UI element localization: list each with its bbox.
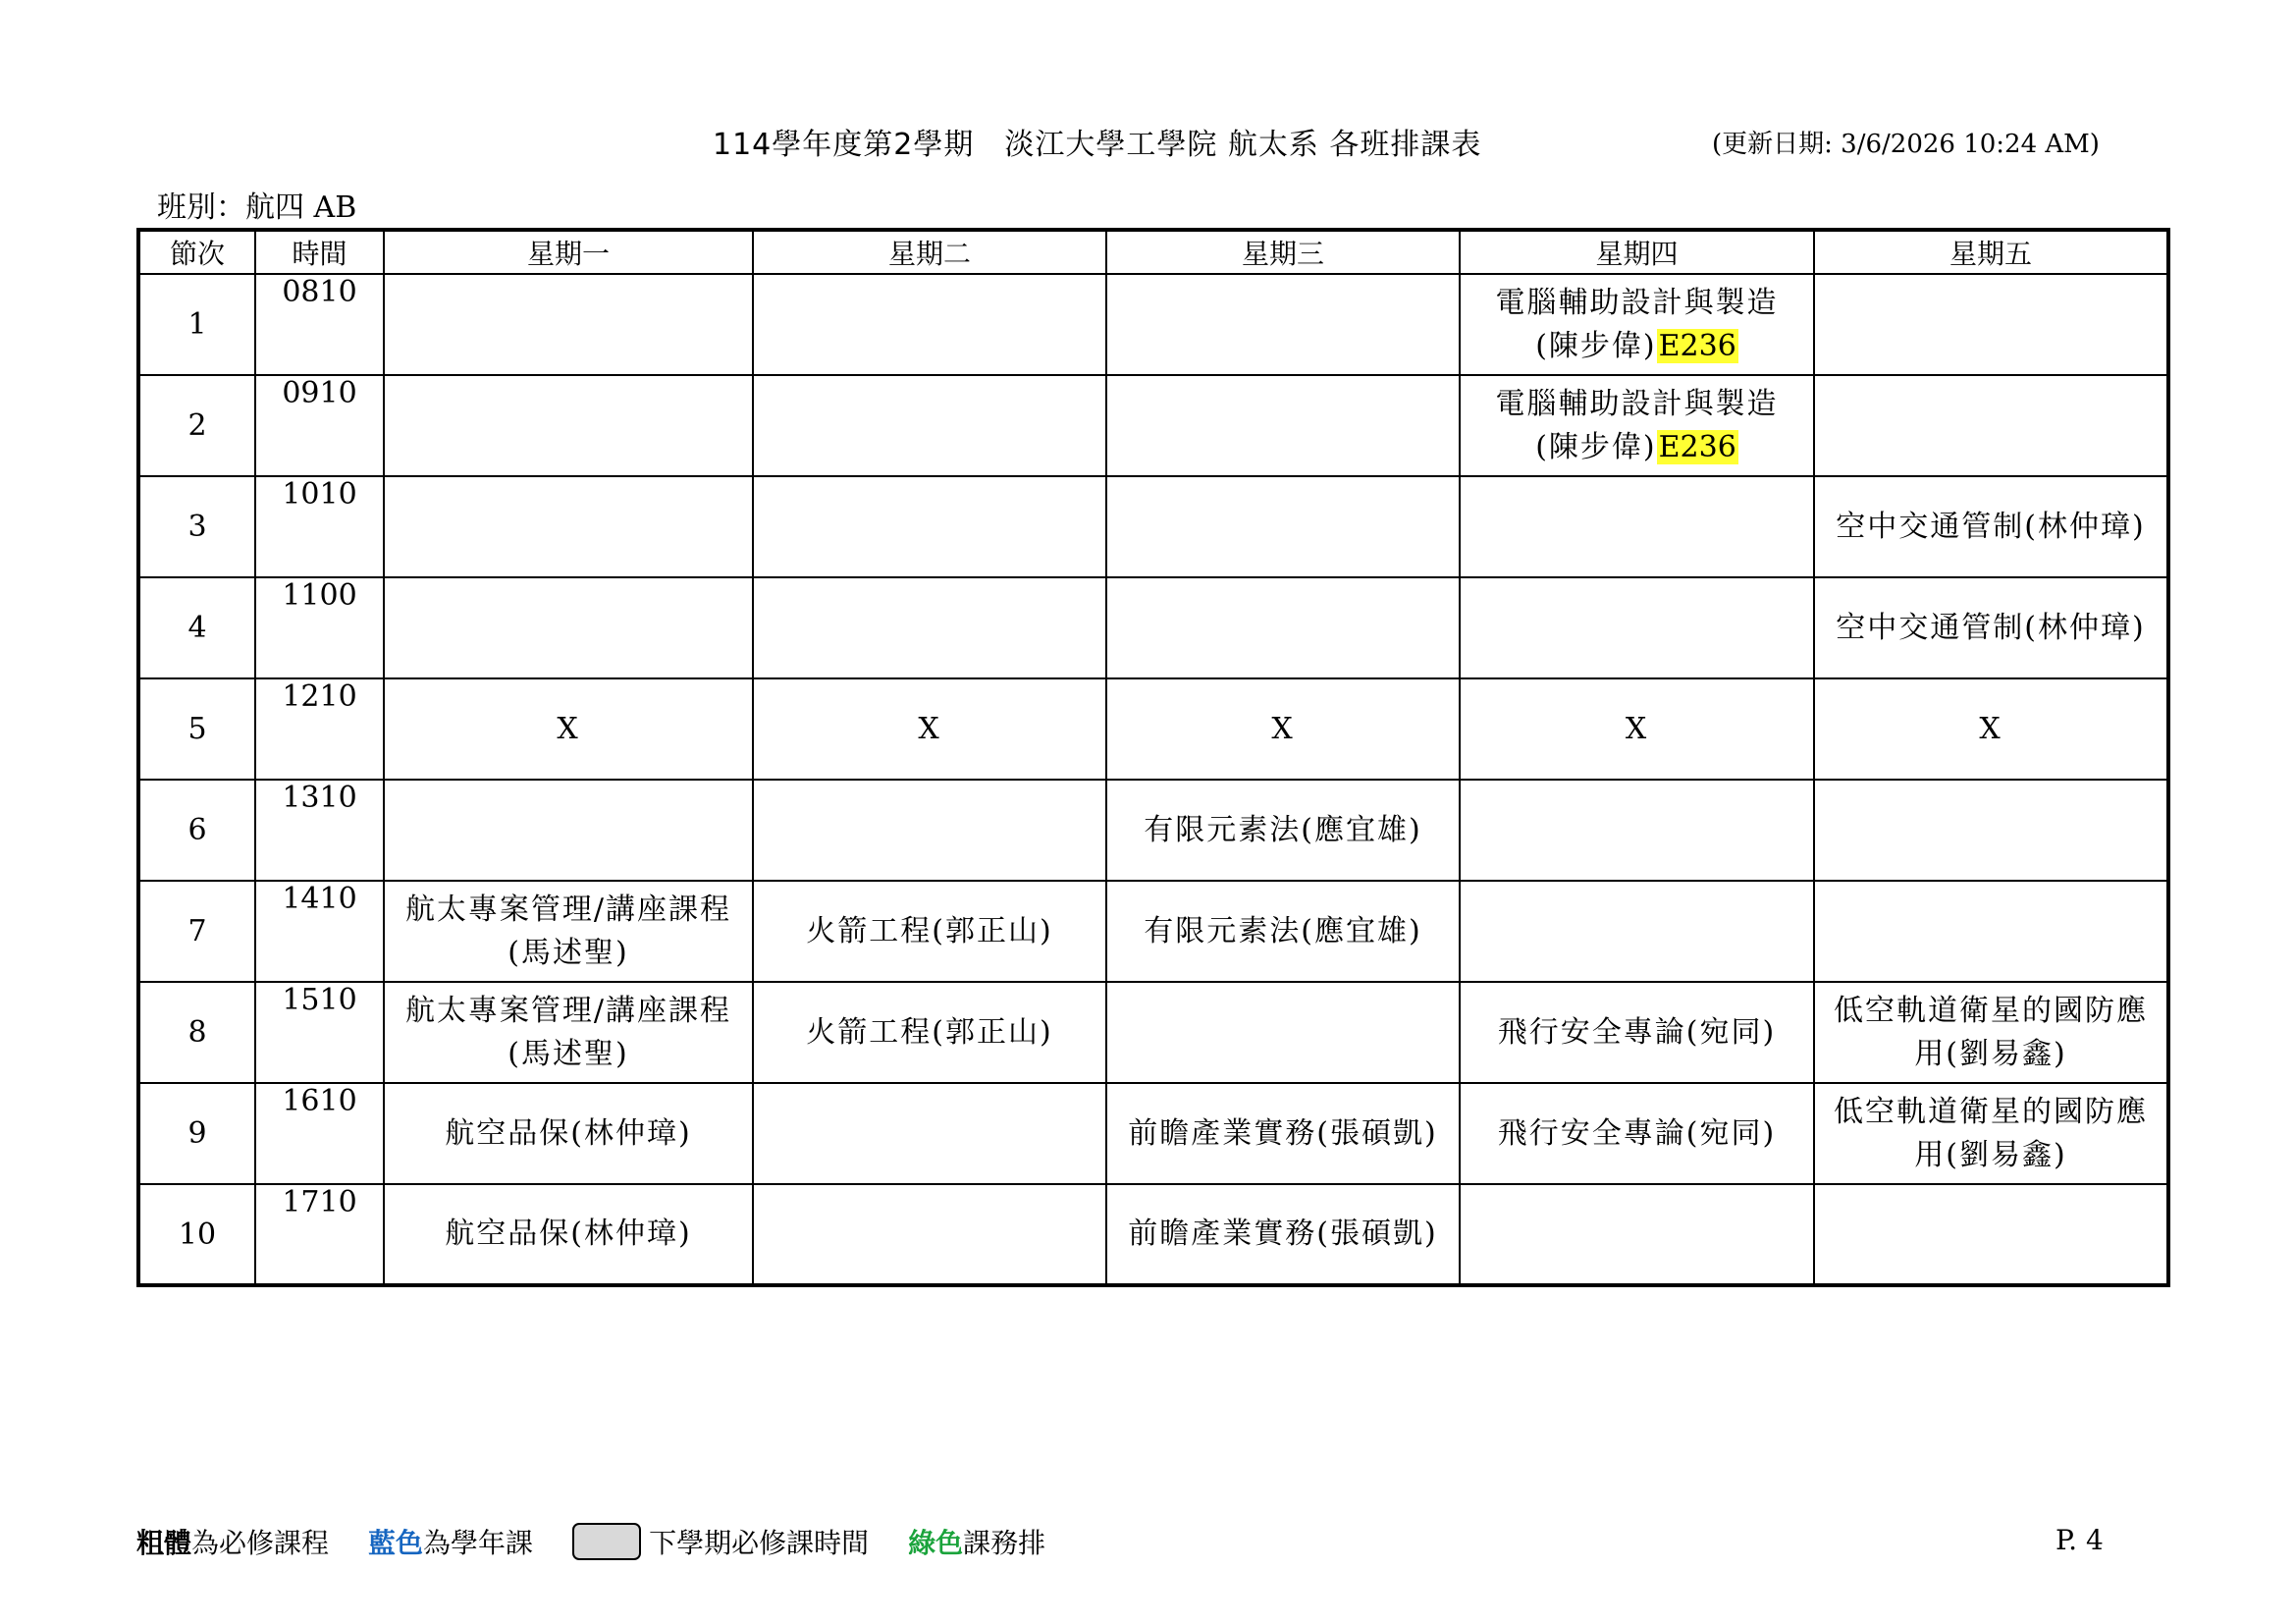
course-cell	[753, 1184, 1106, 1285]
course-cell	[1106, 881, 1460, 982]
legend-blue-term: 藍色	[368, 1527, 424, 1559]
course-cell	[753, 577, 1106, 678]
column-header: 節次	[138, 230, 255, 274]
period-cell: 10	[138, 1184, 255, 1285]
course-text: 航太專案管理/講座課程 (馬述聖)	[404, 993, 732, 1071]
course-cell	[753, 476, 1106, 577]
column-header: 時間	[255, 230, 384, 274]
course-cell	[1460, 982, 1814, 1083]
column-header: 星期五	[1814, 230, 2168, 274]
table-row	[138, 577, 2168, 678]
course-cell	[384, 1083, 753, 1184]
course-cell	[1106, 1184, 1460, 1285]
course-text: X	[1979, 711, 2002, 746]
legend-blue-desc: 為學年課	[423, 1527, 534, 1559]
table-row	[138, 881, 2168, 982]
course-cell	[1460, 274, 1814, 375]
course-cell	[384, 982, 753, 1083]
course-cell	[753, 678, 1106, 780]
class-label: 班別：航四 AB	[157, 190, 357, 225]
course-cell	[1460, 476, 1814, 577]
course-cell	[384, 780, 753, 881]
course-text: 航空品保(林仲璋)	[445, 1217, 692, 1251]
course-text: 電腦輔助設計與製造 (陳步偉)	[1495, 386, 1779, 464]
course-text: 空中交通管制(林仲璋)	[1836, 610, 2146, 645]
time-cell: 1510	[255, 982, 384, 1083]
course-cell	[1106, 982, 1460, 1083]
time-cell: 1410	[255, 881, 384, 982]
table-row	[138, 982, 2168, 1083]
legend-green-desc: 課務排	[963, 1527, 1046, 1559]
course-text: 低空軌道衛星的國防應 用(劉易鑫)	[1834, 1094, 2148, 1172]
legend-bold-desc: 為必修課程	[191, 1527, 330, 1559]
course-cell	[753, 375, 1106, 476]
time-cell: 1100	[255, 577, 384, 678]
period-cell: 6	[138, 780, 255, 881]
course-text: 火箭工程(郭正山)	[806, 1014, 1053, 1050]
course-text: 火箭工程(郭正山)	[806, 913, 1053, 948]
schedule-table	[136, 228, 2170, 1287]
course-cell	[1460, 678, 1814, 780]
course-cell	[1106, 375, 1460, 476]
course-cell	[1814, 1083, 2168, 1184]
course-cell	[1106, 476, 1460, 577]
column-header: 星期二	[753, 230, 1106, 274]
course-cell	[1814, 780, 2168, 881]
course-cell	[1814, 476, 2168, 577]
course-cell	[1814, 274, 2168, 375]
course-text: 前瞻產業實務(張碩凱)	[1128, 1115, 1438, 1151]
course-cell	[384, 678, 753, 780]
course-cell	[753, 780, 1106, 881]
course-cell	[1460, 577, 1814, 678]
course-text: 有限元素法(應宜雄)	[1144, 913, 1422, 948]
course-cell	[384, 881, 753, 982]
page-number: P. 4	[2056, 1524, 2104, 1556]
course-cell	[753, 274, 1106, 375]
time-cell: 0810	[255, 274, 384, 375]
time-cell: 1610	[255, 1083, 384, 1184]
legend-green-term: 綠色	[908, 1527, 964, 1559]
period-cell: 5	[138, 678, 255, 780]
table-row	[138, 780, 2168, 881]
column-header: 星期一	[384, 230, 753, 274]
course-cell	[1460, 780, 1814, 881]
course-cell	[1460, 1083, 1814, 1184]
course-cell	[1814, 577, 2168, 678]
course-text: 飛行安全專論(宛同)	[1497, 1115, 1777, 1151]
period-cell: 9	[138, 1083, 255, 1184]
period-cell: 8	[138, 982, 255, 1083]
time-cell: 1310	[255, 780, 384, 881]
time-cell: 1210	[255, 678, 384, 780]
course-text: 空中交通管制(林仲璋)	[1836, 509, 2146, 544]
table-row	[138, 375, 2168, 476]
course-text: X	[918, 711, 941, 746]
course-text: 前瞻產業實務(張碩凱)	[1128, 1217, 1438, 1251]
course-cell	[1460, 881, 1814, 982]
course-cell	[384, 476, 753, 577]
legend-grey-swatch	[572, 1523, 641, 1560]
column-header: 星期四	[1460, 230, 1814, 274]
time-cell: 0910	[255, 375, 384, 476]
table-row	[138, 274, 2168, 375]
course-cell	[1106, 274, 1460, 375]
room-badge: E236	[1658, 328, 1736, 363]
course-cell	[753, 881, 1106, 982]
course-cell	[384, 1184, 753, 1285]
course-text: 航空品保(林仲璋)	[445, 1115, 692, 1151]
room-badge: E236	[1658, 429, 1736, 464]
course-cell	[1460, 375, 1814, 476]
table-row	[138, 1184, 2168, 1285]
course-text: 有限元素法(應宜雄)	[1144, 812, 1422, 847]
course-cell	[1460, 1184, 1814, 1285]
header-row	[138, 230, 2168, 274]
table-row	[138, 678, 2168, 780]
course-cell	[1814, 678, 2168, 780]
legend-grey-desc: 下學期必修課時間	[649, 1527, 870, 1559]
period-cell: 3	[138, 476, 255, 577]
period-cell: 4	[138, 577, 255, 678]
time-cell: 1010	[255, 476, 384, 577]
period-cell: 1	[138, 274, 255, 375]
course-cell	[1106, 577, 1460, 678]
course-cell	[753, 982, 1106, 1083]
course-cell	[1814, 982, 2168, 1083]
course-text: 航太專案管理/講座課程 (馬述聖)	[404, 892, 732, 970]
course-cell	[384, 375, 753, 476]
course-cell	[753, 1083, 1106, 1184]
legend	[136, 1522, 1045, 1561]
course-cell	[1106, 780, 1460, 881]
updated-date: (更新日期: 3/6/2026 10:24 AM)	[1712, 130, 2100, 159]
legend-bold-term: 粗體	[136, 1527, 192, 1559]
period-cell: 2	[138, 375, 255, 476]
course-text: X	[557, 711, 580, 746]
course-text: 飛行安全專論(宛同)	[1497, 1014, 1777, 1050]
table-row	[138, 476, 2168, 577]
course-text: 低空軌道衛星的國防應 用(劉易鑫)	[1834, 993, 2148, 1071]
period-cell: 7	[138, 881, 255, 982]
course-cell	[1106, 678, 1460, 780]
course-cell	[1814, 881, 2168, 982]
course-cell	[384, 577, 753, 678]
course-cell	[1814, 1184, 2168, 1285]
course-text: X	[1271, 711, 1295, 746]
course-text: 電腦輔助設計與製造 (陳步偉)	[1495, 285, 1779, 363]
table-row	[138, 1083, 2168, 1184]
time-cell: 1710	[255, 1184, 384, 1285]
column-header: 星期三	[1106, 230, 1460, 274]
course-cell	[384, 274, 753, 375]
page-title: 114學年度第2學期 淡江大學工學院 航太系 各班排課表	[713, 128, 1482, 162]
course-cell	[1814, 375, 2168, 476]
course-cell	[1106, 1083, 1460, 1184]
course-text: X	[1625, 711, 1649, 746]
